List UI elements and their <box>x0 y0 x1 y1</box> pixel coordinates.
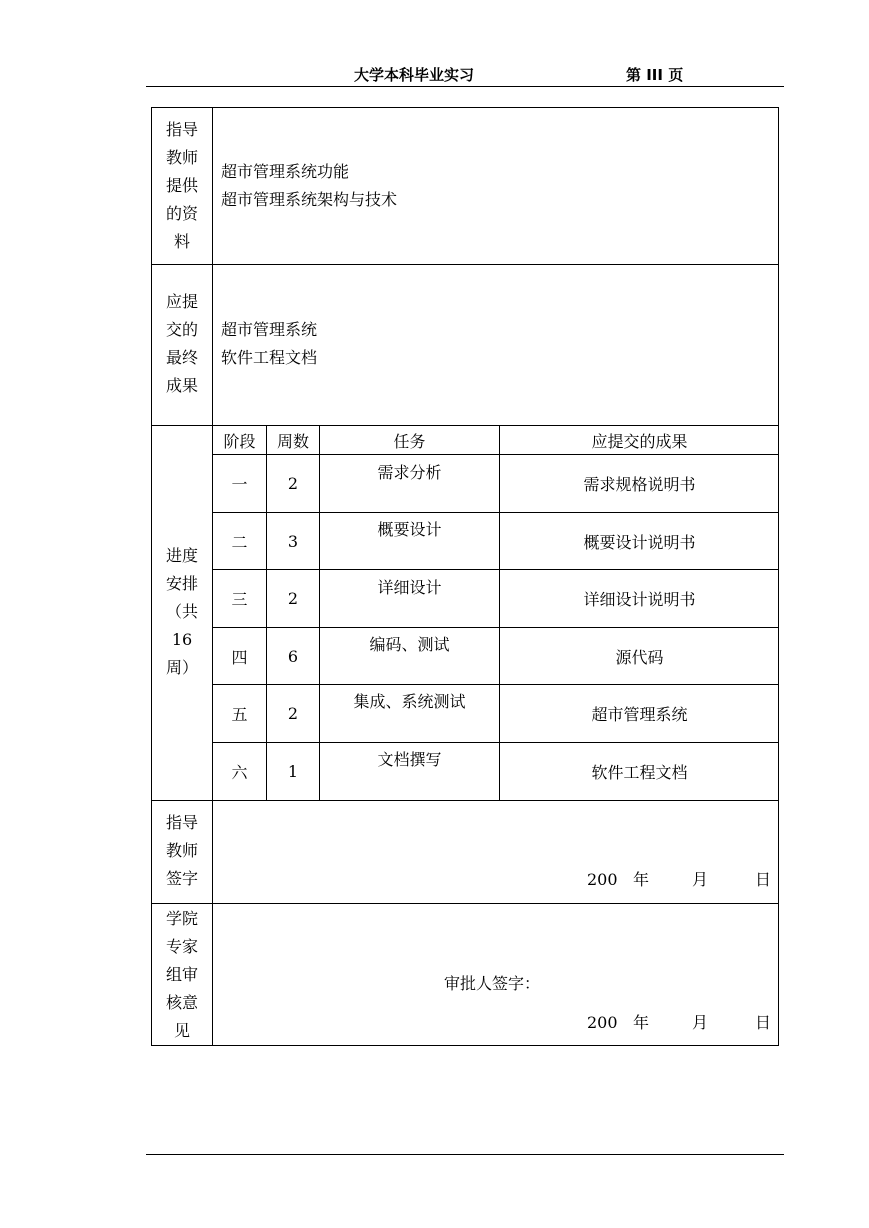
review-date-year-prefix: 200 <box>587 1013 618 1032</box>
table-row-weeks: 2 <box>287 589 299 608</box>
column-header-weeks: 周数 <box>276 431 309 451</box>
advisor-signature-label: 指导 教师 签字 <box>165 813 198 888</box>
table-row-result: 超市管理系统 <box>591 705 688 724</box>
signature-date-month: 月 <box>692 870 709 889</box>
table-row-stage: 五 <box>231 705 248 724</box>
review-date-month: 月 <box>692 1013 709 1032</box>
column-header-result: 应提交的成果 <box>591 431 688 451</box>
table-row-result: 软件工程文档 <box>591 763 688 782</box>
document-title: 大学本科毕业实习 <box>354 66 475 84</box>
row-divider <box>151 800 779 801</box>
table-row-task: 文档撰写 <box>377 750 442 769</box>
row-divider <box>151 264 779 265</box>
approver-signature-label: 审批人签字： <box>444 974 541 993</box>
advisor-materials-content: 超市管理系统功能 超市管理系统架构与技术 <box>221 162 398 209</box>
table-row-stage: 三 <box>231 590 248 609</box>
table-row-weeks: 1 <box>287 762 299 781</box>
advisor-materials-label: 指导 教师 提供 的资 料 <box>165 120 198 251</box>
table-row-result: 概要设计说明书 <box>583 532 696 552</box>
table-row-task: 详细设计 <box>377 578 442 597</box>
table-row-task: 需求分析 <box>377 463 442 482</box>
table-row-stage: 二 <box>231 532 248 552</box>
deliverables-label: 应提 交的 最终 成果 <box>165 292 198 395</box>
signature-date-year-prefix: 200 <box>587 870 618 889</box>
deliverables-content: 超市管理系统 软件工程文档 <box>221 320 318 367</box>
review-date-day: 日 <box>755 1013 772 1032</box>
column-header-task: 任务 <box>393 431 426 451</box>
signature-date-day: 日 <box>755 870 772 889</box>
table-row-weeks: 2 <box>287 474 299 493</box>
row-divider <box>151 903 779 904</box>
footer-rule <box>146 1154 784 1155</box>
table-row-result: 详细设计说明书 <box>583 590 696 609</box>
review-date-year: 年 <box>633 1013 650 1032</box>
table-row-task: 编码、测试 <box>369 635 450 654</box>
column-header-stage: 阶段 <box>223 431 256 451</box>
table-row-weeks: 6 <box>287 646 299 666</box>
table-row-stage: 一 <box>231 475 248 494</box>
table-row-task: 概要设计 <box>377 520 442 539</box>
schedule-label: 进度 安排 （共 16 周） <box>165 546 198 677</box>
committee-review-label: 学院 专家 组审 核意 见 <box>165 909 198 1040</box>
signature-date-year: 年 <box>633 870 650 889</box>
table-row-task: 集成、系统测试 <box>353 692 466 711</box>
table-row-stage: 四 <box>231 647 248 667</box>
table-row-stage: 六 <box>231 763 248 782</box>
table-row-weeks: 3 <box>287 531 299 551</box>
table-row-weeks: 2 <box>287 704 299 723</box>
table-row-result: 源代码 <box>615 647 664 667</box>
page-header <box>146 62 784 87</box>
page-number: 第 III 页 <box>626 66 684 84</box>
table-row-result: 需求规格说明书 <box>583 475 696 494</box>
